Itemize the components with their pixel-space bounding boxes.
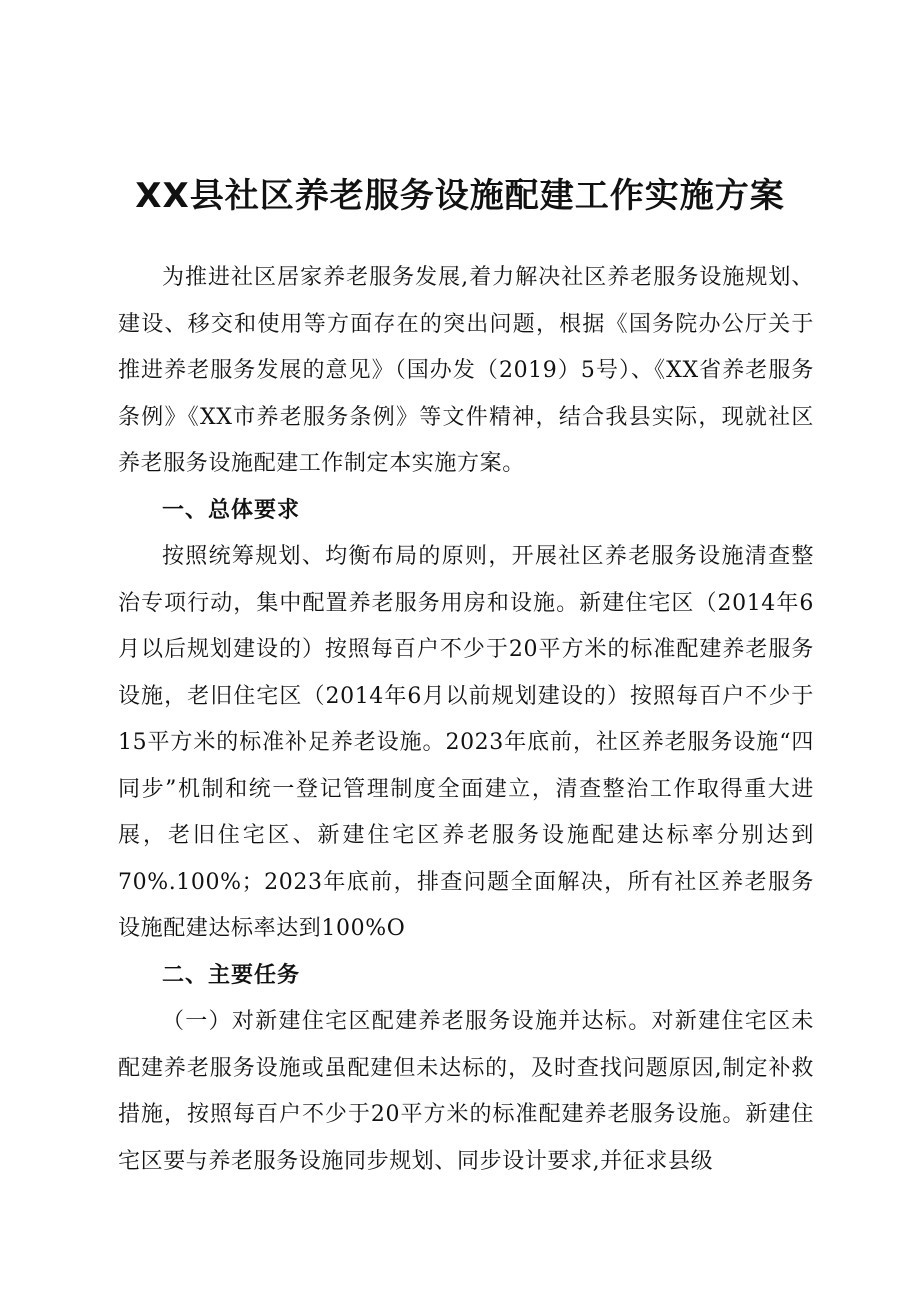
section-heading-general-requirements: 一、总体要求 [162,497,301,523]
page-title: XX县社区养老服务设施配建工作实施方案 [135,176,785,216]
main-tasks-paragraph: （一）对新建住宅区配建养老服务设施并达标。对新建住宅区未配建养老服务设施或虽配建但未达标的，及时查找问题原因,制定补救措施，按照每百户不少于20平方米的标准配建养老服务设施。新建住宅区要与养老服务设施同步规划、同步设计要求,并征求县级 [118,1009,814,1174]
document-body [118,255,814,1185]
general-requirements-paragraph: 按照统筹规划、均衡布局的原则，开展社区养老服务设施清查整治专项行动，集中配置养老服务用房和设施。新建住宅区（2014年6月以后规划建设的）按照每百户不少于20平方米的标准配建养老服务设施，老旧住宅区（2014年6月以前规划建设的）按照每百户不少于15平方米的标准补足养老设施。2023年底前，社区养老服务设施“四同步”机制和统一登记管理制度全面建立，清查整治工作取得重大进展，老旧住宅区、新建住宅区养老服务设施配建达标率分别达到70%.100%；2023年底前，排查问题全面解决，所有社区养老服务设施配建达标率达到100%O [118,544,814,941]
intro-paragraph: 为推进社区居家养老服务发展,着力解决社区养老服务设施规划、建设、移交和使用等方面存在的突出问题，根据《国务院办公厅关于推进养老服务发展的意见》（国办发（2019）5号）、《XX省养老服务条例》《XX市养老服务条例》等文件精神，结合我县实际，现就社区养老服务设施配建工作制定本实施方案。 [118,265,814,476]
section-heading-main-tasks: 二、主要任务 [162,962,301,988]
